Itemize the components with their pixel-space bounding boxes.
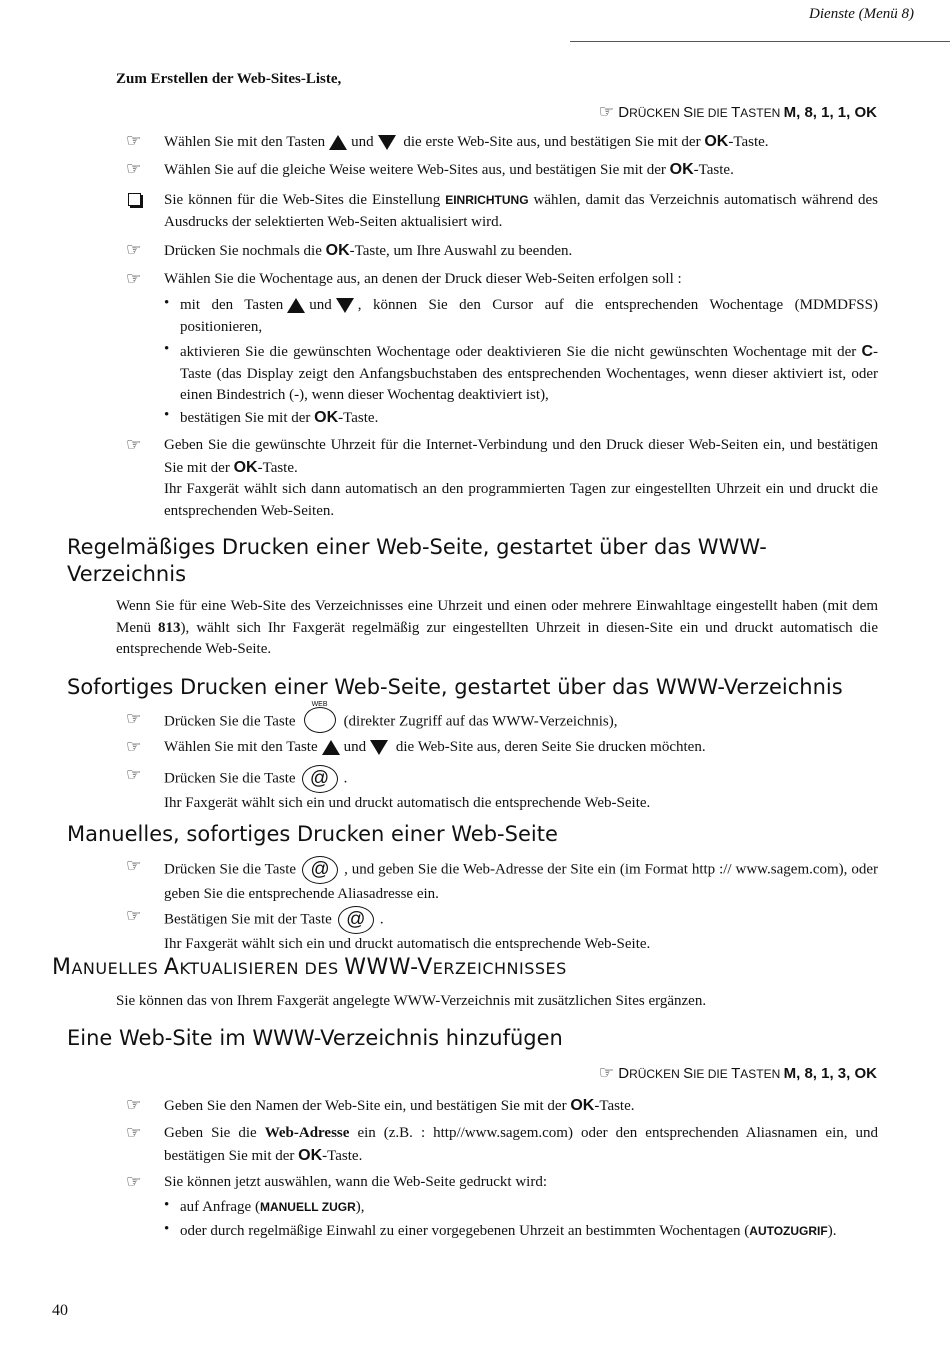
para-regular-printing: Wenn Sie für eine Web-Site des Verzeichnisses eine Uhrzeit und einen oder mehrere Einwahltage eingestellt haben (mit dem Menü 813), wählt sich Ihr Faxgerät regelmäßig zur eingestellten Uhrzeit in diesen-Site ein und druckt automatisch die entsprechende Web-Seite.: [116, 598, 878, 657]
at-key-icon: @: [302, 856, 338, 884]
header-rule: [570, 41, 950, 42]
hand-pointer-icon: ☞: [126, 1123, 142, 1143]
hand-pointer-icon: ☞: [126, 737, 142, 757]
intro-line: Zum Erstellen der Web-Sites-Liste,: [116, 71, 342, 87]
heading-manual-update: MANUELLES AKTUALISIEREN DES WWW-VERZEICHNISSES: [52, 955, 567, 980]
hand-pointer-icon: ☞: [126, 856, 142, 876]
at-key-icon: @: [302, 765, 338, 793]
web-key-icon: WEB: [304, 707, 336, 733]
command-line-1: ☞ DRÜCKEN SIE DIE TASTEN M, 8, 1, 1, OK: [598, 102, 877, 122]
step-enter-address: Drücken Sie die Taste @ , und geben Sie die Web-Adresse der Site ein (im Format http :// www.sagem.com), oder geben Sie die entsprechende Aliasadresse ein.: [164, 856, 878, 906]
bullet-confirm: bestätigen Sie mit der OK-Taste.: [180, 409, 379, 426]
up-arrow-icon: [287, 298, 305, 313]
hand-pointer-icon: ☞: [126, 131, 142, 151]
step-finish-selection: Drücken Sie nochmals die OK-Taste, um Ihre Auswahl zu beenden.: [164, 242, 573, 259]
down-arrow-icon: [378, 135, 396, 150]
bullet: •: [164, 407, 170, 423]
hand-pointer-icon: ☞: [126, 269, 142, 289]
step-enter-name: Geben Sie den Namen der Web-Site ein, und bestätigen Sie mit der OK-Taste.: [164, 1097, 635, 1114]
hand-pointer-icon: ☞: [126, 240, 142, 260]
bullet-on-request: auf Anfrage (MANUELL ZUGR),: [180, 1199, 365, 1215]
up-arrow-icon: [322, 740, 340, 755]
heading-manual-printing: Manuelles, sofortiges Drucken einer Web-Seite: [67, 822, 558, 846]
step-select-site: Wählen Sie mit den Taste und die Web-Site aus, deren Seite Sie drucken möchten.: [164, 739, 706, 755]
command-line-2: ☞ DRÜCKEN SIE DIE TASTEN M, 8, 1, 3, OK: [598, 1063, 877, 1083]
hand-pointer-icon: ☞: [598, 102, 615, 122]
down-arrow-icon: [336, 298, 354, 313]
step-confirm-at: Bestätigen Sie mit der Taste @ . Ihr Faxgerät wählt sich ein und druckt automatisch die entsprechende Web-Seite.: [164, 906, 878, 956]
step-enter-web-address: Geben Sie die Web-Adresse ein (z.B. : http//www.sagem.com) oder den entsprechenden Aliasnamen ein, und bestätigen Sie mit der OK-Taste.: [164, 1125, 879, 1164]
bullet: •: [164, 295, 170, 311]
heading-regular-printing: Regelmäßiges Drucken einer Web-Seite, gestartet über das WWW- Verzeichnis: [67, 535, 767, 586]
bullet: •: [164, 341, 170, 357]
step-select-more-sites: Wählen Sie auf die gleiche Weise weitere Web-Sites aus, und bestätigen Sie mit der OK-Taste.: [164, 161, 734, 178]
step-press-web: Drücken Sie die Taste WEB (direkter Zugriff auf das WWW-Verzeichnis),: [164, 709, 878, 735]
step-choose-when: Sie können jetzt auswählen, wann die Web-Seite gedruckt wird:: [164, 1174, 547, 1190]
hand-pointer-icon: ☞: [126, 765, 142, 785]
hand-pointer-icon: ☞: [598, 1063, 615, 1083]
hand-pointer-icon: ☞: [126, 159, 142, 179]
hand-pointer-icon: ☞: [126, 435, 142, 455]
heading-add-site: Eine Web-Site im WWW-Verzeichnis hinzufügen: [67, 1026, 563, 1050]
note-box-icon: [128, 193, 141, 206]
bullet: •: [164, 1197, 170, 1213]
bullet-regular: oder durch regelmäßige Einwahl zu einer vorgegebenen Uhrzeit an bestimmten Wochentagen (AUTOZUGRIF).: [180, 1223, 837, 1239]
up-arrow-icon: [329, 135, 347, 150]
para-manual-update: Sie können das von Ihrem Faxgerät angelegte WWW-Verzeichnis mit zusätzlichen Sites ergänzen.: [116, 993, 707, 1009]
hand-pointer-icon: ☞: [126, 1095, 142, 1115]
page-number: 40: [52, 1302, 68, 1319]
bullet-activate: aktivieren Sie die gewünschten Wochentage oder deaktivieren Sie die nicht gewünschten Wochentage mit der C-Taste (das Display zeigt den Anfangsbuchstaben des entsprechenden Wochentages, wenn dieser aktiviert ist, oder einen Bindestrich (-), wenn dieser Wochentag deaktiviert ist),: [180, 343, 878, 403]
running-header: Dienste (Menü 8): [809, 6, 914, 22]
bullet-cursor: mit den Tasten und , können Sie den Cursor auf die entsprechenden Wochentage (MDMDFSS) positionieren,: [180, 297, 878, 335]
down-arrow-icon: [370, 740, 388, 755]
step-weekdays: Wählen Sie die Wochentage aus, an denen der Druck dieser Web-Seiten erfolgen soll :: [164, 271, 682, 287]
step-press-at: Drücken Sie die Taste @ . Ihr Faxgerät wählt sich ein und druckt automatisch die entsprechende Web-Seite.: [164, 765, 878, 815]
step-enter-time: Geben Sie die gewünschte Uhrzeit für die Internet-Verbindung und den Druck dieser Web-Seiten ein, und bestätigen Sie mit der OK-Taste. Ihr Faxgerät wählt sich dann automatisch an den programmierten Tagen zur eingestellten Uhrzeit ein und druckt die entsprechenden Web-Seiten.: [164, 437, 878, 519]
hand-pointer-icon: ☞: [126, 1172, 142, 1192]
bullet: •: [164, 1221, 170, 1237]
heading-immediate-printing: Sofortiges Drucken einer Web-Seite, gestartet über das WWW-Verzeichnis: [67, 675, 843, 699]
step-select-first-site: Wählen Sie mit den Tasten und die erste Web-Site aus, und bestätigen Sie mit der OK-Taste.: [164, 133, 769, 150]
hand-pointer-icon: ☞: [126, 906, 142, 926]
hand-pointer-icon: ☞: [126, 709, 142, 729]
at-key-icon: @: [338, 906, 374, 934]
note-setup: Sie können für die Web-Sites die Einstellung EINRICHTUNG wählen, damit das Verzeichnis automatisch während des Ausdrucks der selektierten Web-Seiten aktualisiert wird.: [164, 192, 879, 230]
